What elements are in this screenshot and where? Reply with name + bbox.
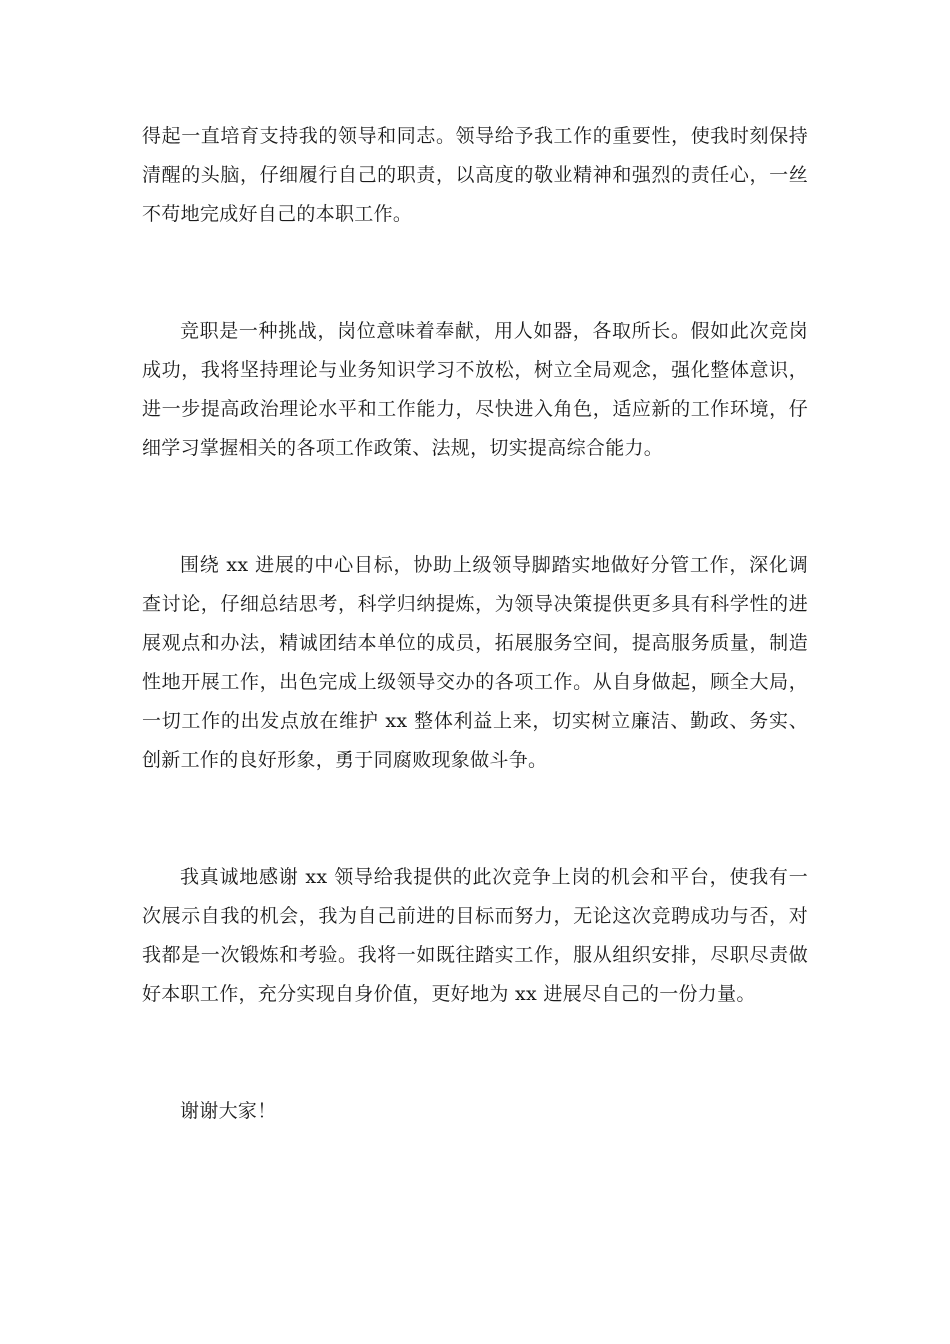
document-body [142, 117, 808, 1131]
paragraph-challenge: 竞职是一种挑战，岗位意味着奉献，用人如器，各取所长。假如此次竞岗成功，我将坚持理论与业务知识学习不放松，树立全局观念，强化整体意识，进一步提高政治理论水平和工作能力，尽快进入角色，适应新的工作环境，仔细学习掌握相关的各项工作政策、法规，切实提高综合能力。 [142, 320, 808, 459]
paragraph-goals: 围绕 xx 进展的中心目标，协助上级领导脚踏实地做好分管工作，深化调查讨论，仔细总结思考，科学归纳提炼，为领导决策提供更多具有科学性的进展观点和办法，精诚团结本单位的成员，拓展服务空间，提高服务质量，制造性地开展工作，出色完成上级领导交办的各项工作。从自身做起，顾全大局，一切工作的出发点放在维护 xx 整体利益上来，切实树立廉洁、勤政、务实、创新工作的良好形象，勇于同腐败现象做斗争。 [142, 554, 808, 771]
paragraph-closing: 谢谢大家！ [180, 1100, 277, 1122]
paragraph-continuation: 得起一直培育支持我的领导和同志。领导给予我工作的重要性，使我时刻保持清醒的头脑，仔细履行自己的职责，以高度的敬业精神和强烈的责任心，一丝不苟地完成好自己的本职工作。 [142, 125, 808, 225]
paragraph-thanks-leaders: 我真诚地感谢 xx 领导给我提供的此次竞争上岗的机会和平台，使我有一次展示自我的机会，我为自己前进的目标而努力，无论这次竞聘成功与否，对我都是一次锻炼和考验。我将一如既往踏实工作，服从组织安排，尽职尽责做好本职工作，充分实现自身价值，更好地为 xx 进展尽自己的一份力量。 [142, 866, 808, 1005]
